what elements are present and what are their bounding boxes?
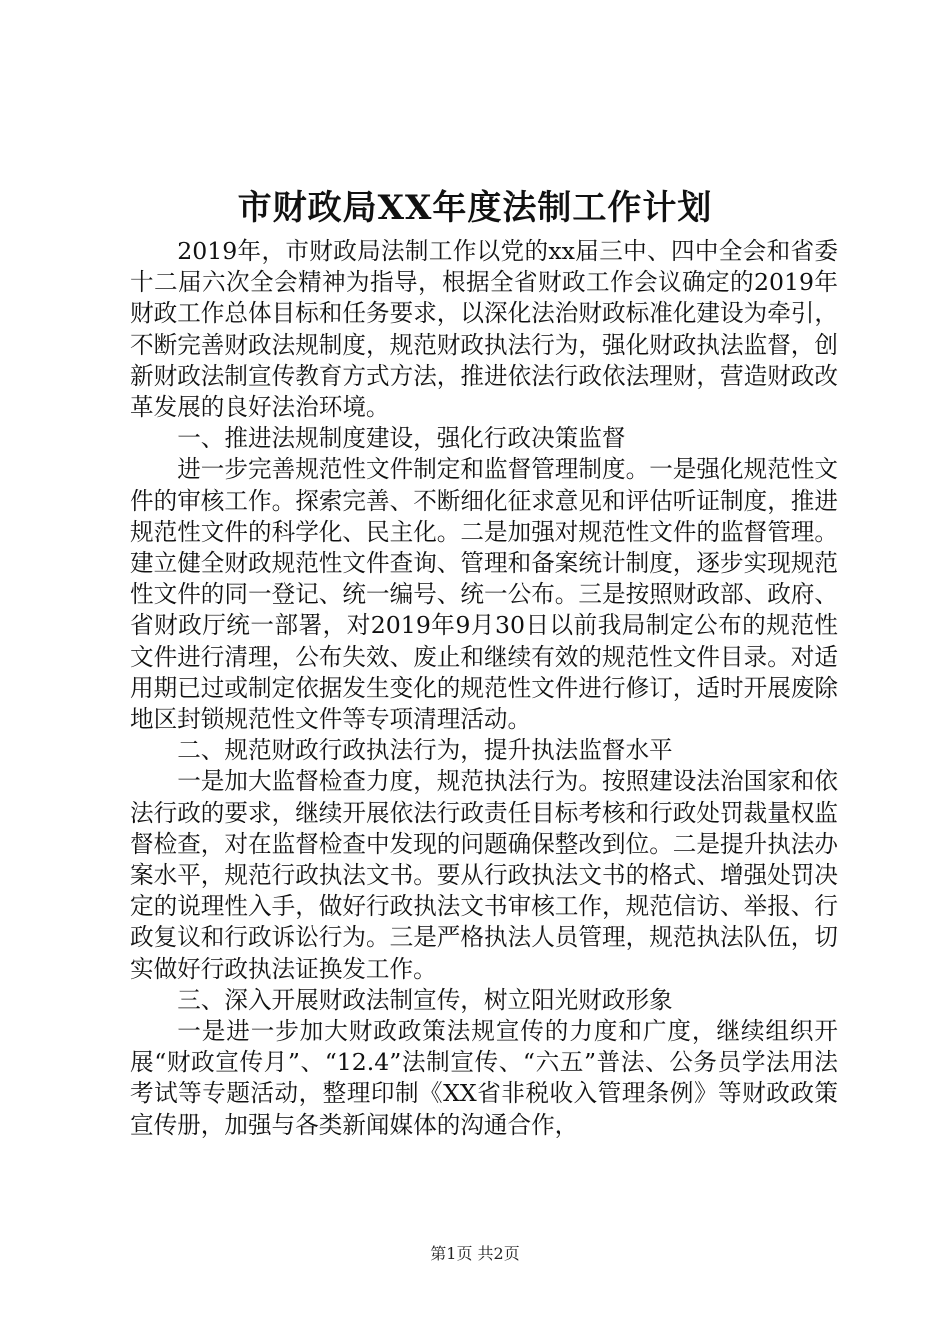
section-heading-2: 二、规范财政行政执法行为，提升执法监督水平 [177, 736, 673, 765]
section-paragraph-2: 一是加大监督检查力度，规范执法行为。按照建设法治国家和依法行政的要求，继续开展依法行政责任目标考核和行政处罚裁量权监督检查，对在监督检查中发现的问题确保整改到位。二是提升执法办案水平，规范行政执法文书。要从行政执法文书的格式、增强处罚决定的说理性入手，做好行政执法文书审核工作，规范信访、举报、行政复议和行政诉讼行为。三是严格执法人员管理，规范执法队伍，切实做好行政执法证换发工作。 [130, 767, 838, 983]
section-paragraph-1: 进一步完善规范性文件制定和监督管理制度。一是强化规范性文件的审核工作。探索完善、不断细化征求意见和评估听证制度，推进规范性文件的科学化、民主化。二是加强对规范性文件的监督管理。建立健全财政规范性文件查询、管理和备案统计制度，逐步实现规范性文件的同一登记、统一编号、统一公布。三是按照财政部、政府、省财政厅统一部署，对2019年9月30日以前我局制定公布的规范性文件进行清理，公布失效、废止和继续有效的规范性文件目录。对适用期已过或制定依据发生变化的规范性文件进行修订，适时开展废除地区封锁规范性文件等专项清理活动。 [130, 455, 838, 734]
section-heading-3: 三、深入开展财政法制宣传，树立阳光财政形象 [177, 985, 673, 1014]
section-heading-1: 一、推进法规制度建设，强化行政决策监督 [177, 424, 626, 453]
document-body [130, 236, 838, 1141]
document-title: 市财政局XX年度法制工作计划 [237, 188, 713, 228]
section-paragraph-3: 一是进一步加大财政政策法规宣传的力度和广度，继续组织开展“财政宣传月”、“12.4”法制宣传、“六五”普法、公务员学法用法考试等专题活动，整理印制《XX省非税收入管理条例》等财政政策宣传册，加强与各类新闻媒体的沟通合作， [130, 1017, 838, 1139]
page-number-footer: 第1页 共2页 [430, 1244, 520, 1263]
intro-paragraph: 2019年，市财政局法制工作以党的xx届三中、四中全会和省委十二届六次全会精神为指导，根据全省财政工作会议确定的2019年财政工作总体目标和任务要求，以深化法治财政标准化建设为牵引，不断完善财政法规制度，规范财政执法行为，强化财政执法监督，创新财政法制宣传教育方式方法，推进依法行政依法理财，营造财政改革发展的良好法治环境。 [130, 237, 838, 422]
